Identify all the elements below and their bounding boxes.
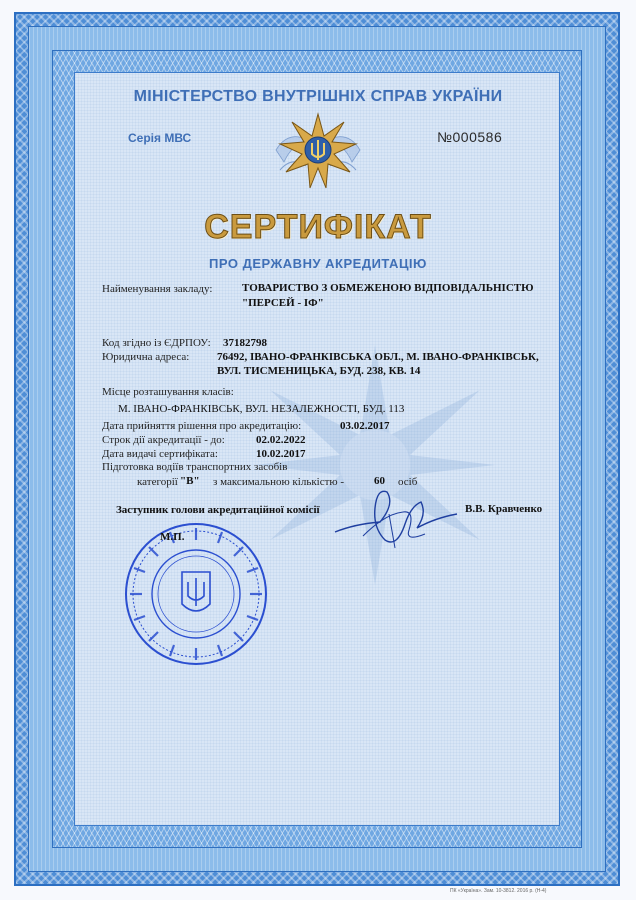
edrpou-value: 37182798 xyxy=(223,337,267,349)
handwritten-signature xyxy=(325,484,465,554)
category-value: "B" xyxy=(180,475,200,487)
institution-name-line2: "ПЕРСЕЙ - ІФ" xyxy=(242,297,324,309)
certificate-number: №000586 xyxy=(437,129,503,145)
certificate-title: СЕРТИФІКАТ xyxy=(204,208,432,246)
ministry-name: МІНІСТЕРСТВО ВНУТРІШНІХ СПРАВ УКРАЇНИ xyxy=(133,88,503,105)
category-label: категорії xyxy=(137,476,178,488)
address-line1: 76492, ІВАНО-ФРАНКІВСЬКА ОБЛ., М. ІВАНО-ФРАНКІВСЬК, xyxy=(217,351,539,363)
issue-date-value: 10.02.2017 xyxy=(256,448,306,460)
max-count-value: 60 xyxy=(374,475,385,487)
max-count-unit: осіб xyxy=(398,476,418,488)
edrpou-label: Код згідно із ЄДРПОУ: xyxy=(102,337,211,349)
address-line2: ВУЛ. ТИСМЕНИЦЬКА, БУД. 238, КВ. 14 xyxy=(217,365,421,377)
signatory-name: В.В. Кравченко xyxy=(465,503,543,515)
print-footnote: ПК «Україна». Зам. 10-3812. 2016 р. (Н-4) xyxy=(450,888,547,894)
institution-label: Найменування закладу: xyxy=(102,283,213,295)
series-label: Серія МВС xyxy=(128,131,192,145)
validity-label: Строк дії акредитації - до: xyxy=(102,434,225,446)
star-trident-emblem-icon xyxy=(270,110,366,200)
address-label: Юридична адреса: xyxy=(102,351,190,363)
certificate-subtitle: ПРО ДЕРЖАВНУ АКРЕДИТАЦІЮ xyxy=(209,256,427,271)
round-seal-icon xyxy=(122,520,270,668)
stamp-mark: М.П. xyxy=(160,531,185,543)
validity-value: 02.02.2022 xyxy=(256,434,306,446)
max-count-label: з максимальною кількістю - xyxy=(213,476,345,488)
training-label: Підготовка водіїв транспортних засобів xyxy=(102,461,288,473)
signatory-position: Заступник голови акредитаційної комісії xyxy=(116,504,320,516)
classes-location-value: М. ІВАНО-ФРАНКІВСЬК, ВУЛ. НЕЗАЛЕЖНОСТІ, БУД. 113 xyxy=(118,403,405,415)
decision-date-label: Дата прийняття рішення про акредитацію: xyxy=(102,420,302,432)
classes-location-label: Місце розташування класів: xyxy=(102,386,234,398)
decision-date-value: 03.02.2017 xyxy=(340,420,390,432)
institution-name-line1: ТОВАРИСТВО З ОБМЕЖЕНОЮ ВІДПОВІДАЛЬНІСТЮ xyxy=(242,282,534,294)
issue-date-label: Дата видачі сертифіката: xyxy=(102,448,218,460)
